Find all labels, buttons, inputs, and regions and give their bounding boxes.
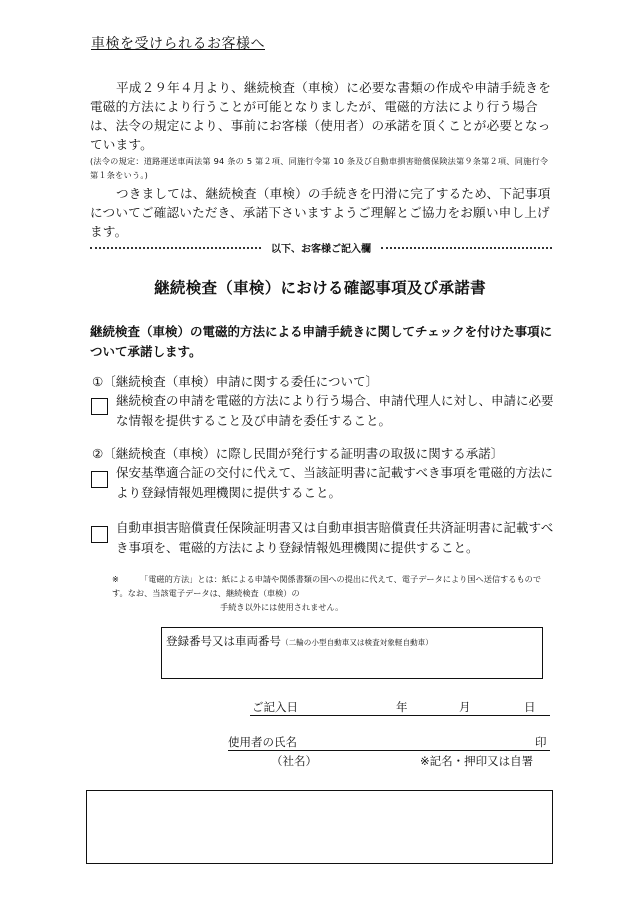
divider-label: 以下、お客様ご記入欄	[271, 244, 371, 255]
company-name-label: （社名）	[271, 754, 317, 768]
note-line-1: 「電磁的方法」とは：紙による申請や関係書類の国への提出に代えて、電子データにより国へ送信するものです。なお、当該電子データは、継続検査（車検）の	[112, 574, 542, 598]
registration-label-note: （二輪の小型自動車又は検査対象軽自動車）	[281, 638, 433, 647]
intro-paragraph-2	[90, 184, 552, 241]
section-3-text: 自動車損害賠償責任保険証明書又は自動車損害賠償責任共済証明書に記載すべき事項を、電磁的方法により登録情報処理機関に提供すること。	[116, 520, 554, 555]
date-entry-line[interactable]	[250, 699, 550, 716]
intro-text	[90, 78, 552, 241]
section-2-heading: ②〔継続検査（車検）に際し民間が発行する証明書の取扱に関する承諾〕	[92, 446, 504, 461]
date-day-label: 日	[524, 700, 536, 714]
signature-note: ※記名・押印又は自署	[420, 754, 534, 768]
date-year-label: 年	[396, 700, 408, 714]
intro-p1: 平成２９年４月より、継続検査（車検）に必要な書類の作成や申請手続きを電磁的方法により行うことが可能となりましたが、電磁的方法により行う場合は、法令の規定により、事前にお客様（使用者）の承諾を頂くことが必要となっています。	[90, 80, 551, 152]
consent-statement: 継続検査（車検）の電磁的方法による申請手続きに関してチェックを付けた事項について承諾します。	[90, 324, 553, 359]
intro-paragraph-1	[90, 78, 552, 182]
divider-dots-left	[90, 247, 261, 249]
page-heading: 車検を受けられるお客様へ	[91, 36, 265, 52]
registration-number-label	[166, 633, 433, 649]
section-divider	[90, 240, 552, 255]
section-2-text: 保安基準適合証の交付に代えて、当該証明書に記載すべき事項を電磁的方法により登録情報処理機関に提供すること。	[116, 465, 554, 500]
section-3-checkbox[interactable]	[91, 526, 108, 543]
notes-box[interactable]	[86, 790, 553, 864]
seal-label: 印	[535, 735, 547, 749]
note-mark: ※	[112, 574, 119, 584]
section-1-checkbox[interactable]	[91, 398, 108, 415]
section-1-heading: ①〔継続検査（車検）申請に関する委任について〕	[92, 374, 378, 389]
user-name-line[interactable]	[228, 734, 550, 751]
date-month-label: 月	[459, 700, 471, 714]
date-label: ご記入日	[252, 700, 298, 714]
intro-legal-note: (法令の規定：道路運送車両法第 94 条の 5 第２項、同施行令第 10 条及び自動車損害賠償保険法第９条第２項、同施行令第１条をいう。)	[90, 156, 549, 180]
electromagnetic-method-note	[112, 572, 552, 614]
user-name-label: 使用者の氏名	[228, 735, 297, 749]
note-line-2: 手続き以外には使用されません。	[220, 602, 344, 612]
section-1-text: 継続検査の申請を電磁的方法により行う場合、申請代理人に対し、申請に必要な情報を提供すること及び申請を委任すること。	[116, 393, 554, 428]
registration-label-text: 登録番号又は車両番号	[166, 634, 281, 648]
divider-dots-right	[381, 247, 552, 249]
section-2-checkbox[interactable]	[91, 471, 108, 488]
form-title: 継続検査（車検）における確認事項及び承諾書	[154, 279, 486, 297]
intro-p2: つきましては、継続検査（車検）の手続きを円滑に完了するため、下記事項についてご確認いただき、承諾下さいますようご理解とご協力をお願い申し上げます。	[90, 186, 551, 239]
